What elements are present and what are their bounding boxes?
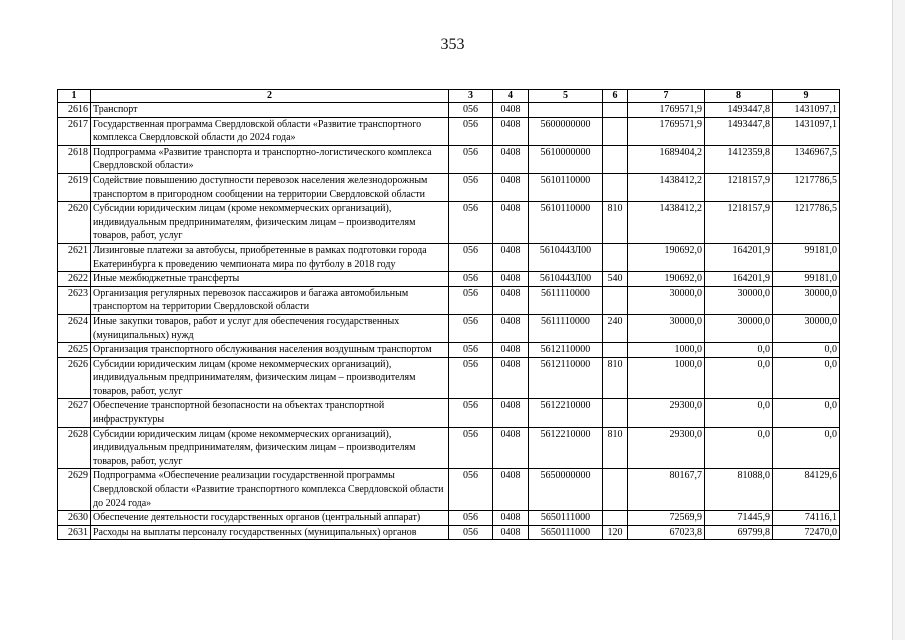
table-row xyxy=(58,469,840,511)
amount-8: 164201,9 xyxy=(705,243,773,271)
code-6 xyxy=(603,469,628,511)
amount-8: 164201,9 xyxy=(705,272,773,287)
code-3: 056 xyxy=(449,243,493,271)
code-5: 5600000000 xyxy=(529,117,603,145)
code-6 xyxy=(603,243,628,271)
code-3: 056 xyxy=(449,202,493,244)
row-number: 2628 xyxy=(58,427,91,469)
amount-8: 1493447,8 xyxy=(705,117,773,145)
table-row xyxy=(58,117,840,145)
amount-9: 0,0 xyxy=(773,343,840,358)
code-3: 056 xyxy=(449,399,493,427)
code-3: 056 xyxy=(449,286,493,314)
code-3: 056 xyxy=(449,272,493,287)
code-4: 0408 xyxy=(493,399,529,427)
code-5: 5610110000 xyxy=(529,202,603,244)
code-5: 5610110000 xyxy=(529,173,603,201)
row-name: Обеспечение транспортной безопасности на объектах транспортной инфраструктуры xyxy=(91,399,449,427)
row-name: Организация транспортного обслуживания населения воздушным транспортом xyxy=(91,343,449,358)
row-name: Расходы на выплаты персоналу государственных (муниципальных) органов xyxy=(91,525,449,540)
amount-8: 30000,0 xyxy=(705,286,773,314)
code-3: 056 xyxy=(449,525,493,540)
column-header: 2 xyxy=(91,90,449,103)
header-row xyxy=(58,90,840,103)
row-number: 2618 xyxy=(58,145,91,173)
scan-edge xyxy=(892,0,905,640)
row-name: Подпрограмма «Обеспечение реализации государственной программы Свердловской области «Развитие транспортного комплекса Свердловской области до 2024 года» xyxy=(91,469,449,511)
code-6 xyxy=(603,343,628,358)
column-header: 7 xyxy=(628,90,705,103)
column-header: 9 xyxy=(773,90,840,103)
row-name: Организация регулярных перевозок пассажиров и багажа автомобильным транспортом на территории Свердловской области xyxy=(91,286,449,314)
code-6 xyxy=(603,399,628,427)
amount-8: 1493447,8 xyxy=(705,103,773,118)
column-header: 4 xyxy=(493,90,529,103)
amount-7: 1769571,9 xyxy=(628,103,705,118)
code-4: 0408 xyxy=(493,427,529,469)
table-row xyxy=(58,145,840,173)
code-6 xyxy=(603,173,628,201)
column-header: 8 xyxy=(705,90,773,103)
row-name: Иные межбюджетные трансферты xyxy=(91,272,449,287)
code-6 xyxy=(603,511,628,526)
code-5: 5650111000 xyxy=(529,511,603,526)
amount-9: 1431097,1 xyxy=(773,117,840,145)
amount-7: 1438412,2 xyxy=(628,173,705,201)
amount-8: 0,0 xyxy=(705,427,773,469)
row-name: Содействие повышению доступности перевозок населения железнодорожным транспортом в пригородном сообщении на территории Свердловской области xyxy=(91,173,449,201)
table-row xyxy=(58,357,840,399)
amount-7: 29300,0 xyxy=(628,399,705,427)
code-6: 540 xyxy=(603,272,628,287)
row-name: Иные закупки товаров, работ и услуг для обеспечения государственных (муниципальных) нужд xyxy=(91,314,449,342)
code-4: 0408 xyxy=(493,286,529,314)
amount-8: 0,0 xyxy=(705,357,773,399)
row-number: 2617 xyxy=(58,117,91,145)
table-row xyxy=(58,173,840,201)
code-4: 0408 xyxy=(493,357,529,399)
code-5: 5611110000 xyxy=(529,314,603,342)
row-name: Субсидии юридическим лицам (кроме некоммерческих организаций), индивидуальным предпринимателям, физическим лицам – производителям товаров, работ, услуг xyxy=(91,427,449,469)
amount-9: 30000,0 xyxy=(773,286,840,314)
code-5: 5612110000 xyxy=(529,343,603,358)
code-3: 056 xyxy=(449,145,493,173)
amount-9: 1431097,1 xyxy=(773,103,840,118)
amount-7: 1689404,2 xyxy=(628,145,705,173)
amount-7: 1769571,9 xyxy=(628,117,705,145)
code-3: 056 xyxy=(449,469,493,511)
amount-7: 1000,0 xyxy=(628,343,705,358)
code-5: 5650000000 xyxy=(529,469,603,511)
row-number: 2626 xyxy=(58,357,91,399)
table-row xyxy=(58,243,840,271)
row-number: 2624 xyxy=(58,314,91,342)
code-4: 0408 xyxy=(493,117,529,145)
row-number: 2627 xyxy=(58,399,91,427)
column-header: 6 xyxy=(603,90,628,103)
table-row xyxy=(58,314,840,342)
amount-8: 81088,0 xyxy=(705,469,773,511)
code-3: 056 xyxy=(449,511,493,526)
table-row xyxy=(58,399,840,427)
code-6 xyxy=(603,286,628,314)
code-6 xyxy=(603,117,628,145)
code-3: 056 xyxy=(449,357,493,399)
amount-8: 71445,9 xyxy=(705,511,773,526)
column-header: 1 xyxy=(58,90,91,103)
table-row xyxy=(58,286,840,314)
amount-7: 1000,0 xyxy=(628,357,705,399)
budget-table xyxy=(57,89,840,540)
code-3: 056 xyxy=(449,427,493,469)
row-number: 2621 xyxy=(58,243,91,271)
column-header: 5 xyxy=(529,90,603,103)
table-body xyxy=(58,103,840,540)
table-row xyxy=(58,343,840,358)
row-number: 2631 xyxy=(58,525,91,540)
column-header: 3 xyxy=(449,90,493,103)
code-3: 056 xyxy=(449,314,493,342)
amount-9: 99181,0 xyxy=(773,272,840,287)
amount-7: 30000,0 xyxy=(628,286,705,314)
amount-7: 190692,0 xyxy=(628,243,705,271)
code-5: 561044ЗЛ00 xyxy=(529,243,603,271)
code-6: 120 xyxy=(603,525,628,540)
code-4: 0408 xyxy=(493,173,529,201)
code-6 xyxy=(603,145,628,173)
row-number: 2630 xyxy=(58,511,91,526)
code-6 xyxy=(603,103,628,118)
amount-9: 1217786,5 xyxy=(773,202,840,244)
row-number: 2620 xyxy=(58,202,91,244)
row-number: 2622 xyxy=(58,272,91,287)
row-number: 2623 xyxy=(58,286,91,314)
code-5: 561044ЗЛ00 xyxy=(529,272,603,287)
code-4: 0408 xyxy=(493,314,529,342)
amount-8: 0,0 xyxy=(705,343,773,358)
code-4: 0408 xyxy=(493,272,529,287)
code-4: 0408 xyxy=(493,511,529,526)
code-5: 5612110000 xyxy=(529,357,603,399)
table-row xyxy=(58,427,840,469)
table-row xyxy=(58,511,840,526)
amount-7: 29300,0 xyxy=(628,427,705,469)
table-row xyxy=(58,525,840,540)
amount-7: 1438412,2 xyxy=(628,202,705,244)
row-name: Подпрограмма «Развитие транспорта и транспортно-логистического комплекса Свердловской области» xyxy=(91,145,449,173)
row-name: Субсидии юридическим лицам (кроме некоммерческих организаций), индивидуальным предпринимателям, физическим лицам – производителям товаров, работ, услуг xyxy=(91,202,449,244)
page-number: 353 xyxy=(440,36,465,53)
amount-7: 30000,0 xyxy=(628,314,705,342)
code-4: 0408 xyxy=(493,103,529,118)
amount-9: 74116,1 xyxy=(773,511,840,526)
code-4: 0408 xyxy=(493,343,529,358)
code-6: 810 xyxy=(603,427,628,469)
row-name: Обеспечение деятельности государственных органов (центральный аппарат) xyxy=(91,511,449,526)
amount-9: 99181,0 xyxy=(773,243,840,271)
code-6: 810 xyxy=(603,357,628,399)
table-row xyxy=(58,272,840,287)
amount-8: 69799,8 xyxy=(705,525,773,540)
amount-8: 1218157,9 xyxy=(705,202,773,244)
amount-9: 0,0 xyxy=(773,427,840,469)
amount-9: 30000,0 xyxy=(773,314,840,342)
amount-8: 1412359,8 xyxy=(705,145,773,173)
amount-8: 0,0 xyxy=(705,399,773,427)
code-3: 056 xyxy=(449,173,493,201)
amount-8: 30000,0 xyxy=(705,314,773,342)
code-5: 5611110000 xyxy=(529,286,603,314)
code-4: 0408 xyxy=(493,243,529,271)
amount-9: 0,0 xyxy=(773,399,840,427)
code-4: 0408 xyxy=(493,145,529,173)
code-6: 810 xyxy=(603,202,628,244)
table-row xyxy=(58,103,840,118)
row-number: 2625 xyxy=(58,343,91,358)
code-5: 5612210000 xyxy=(529,427,603,469)
code-4: 0408 xyxy=(493,525,529,540)
row-name: Государственная программа Свердловской области «Развитие транспортного комплекса Свердловской области до 2024 года» xyxy=(91,117,449,145)
code-5: 5650111000 xyxy=(529,525,603,540)
code-5: 5610000000 xyxy=(529,145,603,173)
row-number: 2619 xyxy=(58,173,91,201)
table-row xyxy=(58,202,840,244)
code-4: 0408 xyxy=(493,202,529,244)
amount-7: 190692,0 xyxy=(628,272,705,287)
amount-7: 80167,7 xyxy=(628,469,705,511)
code-3: 056 xyxy=(449,103,493,118)
amount-7: 67023,8 xyxy=(628,525,705,540)
row-name: Субсидии юридическим лицам (кроме некоммерческих организаций), индивидуальным предпринимателям, физическим лицам – производителям товаров, работ, услуг xyxy=(91,357,449,399)
amount-9: 0,0 xyxy=(773,357,840,399)
code-5 xyxy=(529,103,603,118)
code-4: 0408 xyxy=(493,469,529,511)
amount-9: 84129,6 xyxy=(773,469,840,511)
amount-9: 72470,0 xyxy=(773,525,840,540)
row-name: Лизинговые платежи за автобусы, приобретенные в рамках подготовки города Екатеринбурга к проведению чемпионата мира по футболу в 2018 году xyxy=(91,243,449,271)
row-number: 2629 xyxy=(58,469,91,511)
code-3: 056 xyxy=(449,117,493,145)
code-5: 5612210000 xyxy=(529,399,603,427)
amount-9: 1346967,5 xyxy=(773,145,840,173)
amount-9: 1217786,5 xyxy=(773,173,840,201)
row-number: 2616 xyxy=(58,103,91,118)
code-6: 240 xyxy=(603,314,628,342)
amount-8: 1218157,9 xyxy=(705,173,773,201)
code-3: 056 xyxy=(449,343,493,358)
amount-7: 72569,9 xyxy=(628,511,705,526)
row-name: Транспорт xyxy=(91,103,449,118)
